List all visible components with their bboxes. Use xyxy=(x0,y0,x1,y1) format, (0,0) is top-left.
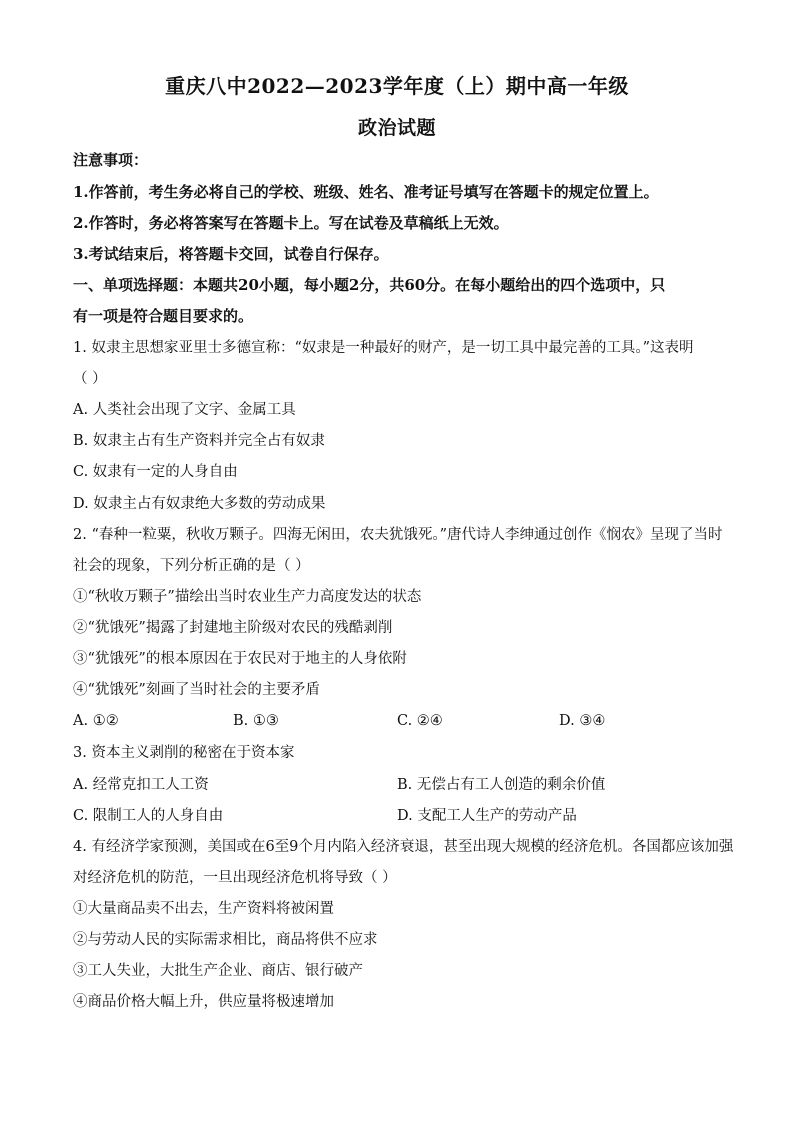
question-4-stem: 4. 有经济学家预测，美国或在6至9个月内陷入经济衰退，甚至出现大规模的经济危机。各国都应该加强 xyxy=(73,839,734,855)
question-4-item: ①大量商品卖不出去，生产资料将被闲置 xyxy=(73,901,334,917)
notice-item: 1.作答前，考生务必将自己的学校、班级、姓名、准考证号填写在答题卡的规定位置上。 xyxy=(73,183,659,201)
question-3-option-b: B. 无偿占有工人创造的剩余价值 xyxy=(397,777,606,793)
question-4-item: ③工人失业，大批生产企业、商店、银行破产 xyxy=(73,963,363,979)
question-1-option-a: A. 人类社会出现了文字、金属工具 xyxy=(73,402,296,418)
question-4-stem: 对经济危机的防范，一旦出现经济危机将导致（ ） xyxy=(73,870,397,886)
question-2-option-c: C. ②④ xyxy=(397,713,443,729)
question-2-option-b: B. ①③ xyxy=(233,713,279,729)
question-4-item: ④商品价格大幅上升，供应量将极速增加 xyxy=(73,994,334,1010)
question-2-option-a: A. ①② xyxy=(73,713,119,729)
question-1-stem: 1. 奴隶主思想家亚里士多德宣称：“奴隶是一种最好的财产，是一切工具中最完善的工具。”这表明 xyxy=(73,340,694,356)
page-subtitle: 政治试题 xyxy=(357,117,436,139)
question-1-stem: （ ） xyxy=(73,371,107,387)
section-instruction: 一、单项选择题：本题共20小题，每小题2分，共60分。在每小题给出的四个选项中，只 xyxy=(73,276,666,294)
notice-item: 2.作答时，务必将答案写在答题卡上。写在试卷及草稿纸上无效。 xyxy=(73,214,509,232)
question-3-stem: 3. 资本主义剥削的秘密在于资本家 xyxy=(73,745,295,761)
question-3-option-c: C. 限制工人的人身自由 xyxy=(73,808,224,824)
question-2-item: ③“犹饿死”的根本原因在于农民对于地主的人身依附 xyxy=(73,651,407,667)
question-2-stem: 社会的现象，下列分析正确的是（ ） xyxy=(73,558,310,574)
question-3-option-a: A. 经常克扣工人工资 xyxy=(73,777,209,793)
section-instruction: 有一项是符合题目要求的。 xyxy=(73,307,254,325)
question-1-option-b: B. 奴隶主占有生产资料并完全占有奴隶 xyxy=(73,433,325,449)
question-2-item: ④“犹饿死”刻画了当时社会的主要矛盾 xyxy=(73,682,320,698)
notice-heading: 注意事项： xyxy=(73,151,149,169)
question-4-item: ②与劳动人民的实际需求相比，商品将供不应求 xyxy=(73,932,378,948)
question-2-item: ②“犹饿死”揭露了封建地主阶级对农民的残酷剥削 xyxy=(73,620,393,636)
question-2-stem: 2. “春种一粒粟，秋收万颗子。四海无闲田，农夫犹饿死。”唐代诗人李绅通过创作《悯农》呈现了当时 xyxy=(73,527,723,543)
page-title: 重庆八中2022—2023学年度（上）期中高一年级 xyxy=(165,74,629,98)
question-1-option-d: D. 奴隶主占有奴隶绝大多数的劳动成果 xyxy=(73,496,326,512)
question-1-option-c: C. 奴隶有一定的人身自由 xyxy=(73,464,238,480)
question-2-item: ①“秋收万颗子”描绘出当时农业生产力高度发达的状态 xyxy=(73,589,422,605)
question-2-option-d: D. ③④ xyxy=(559,713,606,729)
question-3-option-d: D. 支配工人生产的劳动产品 xyxy=(397,808,577,824)
notice-item: 3.考试结束后，将答题卡交回，试卷自行保存。 xyxy=(73,245,389,263)
